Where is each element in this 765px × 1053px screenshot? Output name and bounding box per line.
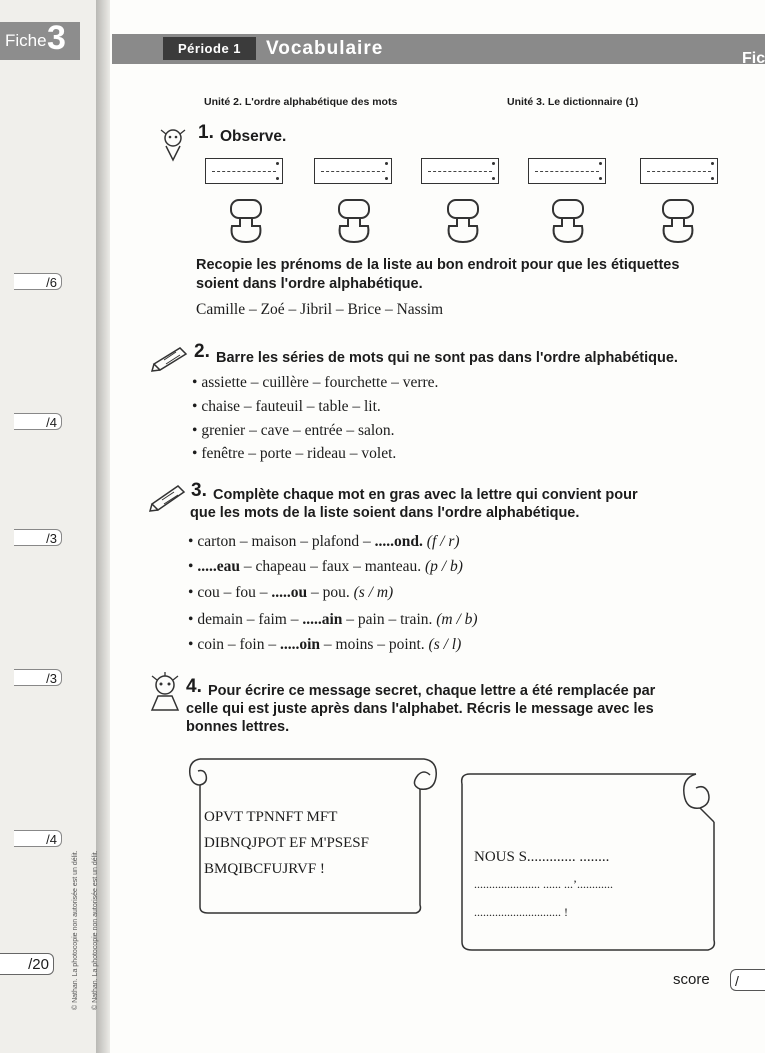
list-item: • cou – fou – .....ou – pou. (s / m) (188, 584, 394, 601)
ex1-instruction: Recopie les prénoms de la liste au bon endroit pour que les étiquettes (196, 257, 680, 273)
answer-scroll[interactable] (456, 770, 721, 952)
list-item: • assiette – cuillère – fourchette – verre. (192, 374, 439, 391)
fill-blank[interactable]: .....ou (271, 584, 308, 601)
ex4-number: 4. (186, 676, 202, 697)
copyright-note: © Nathan. La photocopie non autorisée est un délit. (72, 850, 79, 1010)
next-page-fragment: Fic (742, 50, 765, 67)
name-tag-icon (334, 198, 374, 246)
answer-line[interactable]: NOUS S............. ........ (474, 849, 610, 865)
character-icon (156, 126, 190, 162)
ex1-instruction: soient dans l'ordre alphabétique. (196, 276, 423, 292)
answer-line[interactable]: ...................... ...... ...’............ (474, 877, 613, 891)
copyright-note: © Nathan. La photocopie non autorisée est un délit. (92, 850, 99, 1010)
ex3-number: 3. (191, 480, 207, 501)
ex3-title: que les mots de la liste soient dans l'ordre alphabétique. (190, 505, 580, 521)
list-item: • chaise – fauteuil – table – lit. (192, 398, 381, 415)
name-label[interactable] (421, 158, 499, 184)
secret-line: BMQIBCFUJRVF ! (204, 861, 325, 877)
fill-blank[interactable]: .....ain (302, 611, 343, 628)
section-title: Vocabulaire (266, 38, 384, 59)
pencil-icon (150, 342, 190, 372)
list-item: • demain – faim – .....ain – pain – train. (m / b) (188, 611, 478, 628)
name-tag-icon (548, 198, 588, 246)
ex1-title: Observe. (220, 128, 287, 145)
ex4-title: bonnes lettres. (186, 719, 290, 735)
ex4-title: Pour écrire ce message secret, chaque lettre a été remplacée par (208, 683, 656, 699)
ex4-title: celle qui est juste après dans l'alphabet. Récris le message avec les (186, 701, 654, 717)
ex3-title: Complète chaque mot en gras avec la lettre qui convient pour (213, 487, 638, 503)
fill-blank[interactable]: .....ond. (374, 533, 423, 550)
list-item: • carton – maison – plafond – .....ond. (f / r) (188, 533, 460, 550)
fiche-tab (0, 19, 80, 60)
score-box[interactable]: / (730, 969, 765, 991)
answer-line[interactable]: ............................. ! (474, 905, 568, 919)
name-tag-icon (443, 198, 483, 246)
fill-blank[interactable]: .....oin (279, 636, 321, 653)
name-tag-icon (658, 198, 698, 246)
periode-badge: Période 1 (163, 37, 256, 60)
list-item: • fenêtre – porte – rideau – volet. (192, 445, 397, 462)
score-box-ex3[interactable]: /3 (14, 529, 62, 546)
name-label[interactable] (314, 158, 392, 184)
unit-left: Unité 2. L'ordre alphabétique des mots (204, 96, 398, 108)
name-label[interactable] (205, 158, 283, 184)
name-label[interactable] (640, 158, 718, 184)
unit-right: Unité 3. Le dictionnaire (1) (507, 96, 639, 108)
total-score-box[interactable]: /20 (0, 953, 54, 975)
ex1-name-list: Camille – Zoé – Jibril – Brice – Nassim (196, 301, 444, 318)
score-label: score (673, 971, 710, 988)
ex1-number: 1. (198, 122, 214, 143)
secret-message-scroll (186, 755, 440, 915)
left-margin (0, 0, 100, 1053)
name-label[interactable] (528, 158, 606, 184)
name-tag-icon (226, 198, 266, 246)
fiche-number: 3 (47, 19, 66, 57)
list-item: • grenier – cave – entrée – salon. (192, 422, 395, 439)
list-item: • .....eau – chapeau – faux – manteau. (p / b) (188, 558, 463, 575)
fiche-word: Fiche (5, 31, 47, 50)
score-box-ex2[interactable]: /4 (14, 413, 62, 430)
secret-line: DIBNQJPOT EF M'PSESF (204, 835, 369, 851)
score-box-ex1[interactable]: /6 (14, 273, 62, 290)
score-box-ex5[interactable]: /4 (14, 830, 62, 847)
character-icon (146, 672, 184, 712)
ex2-number: 2. (194, 341, 210, 362)
ex2-title: Barre les séries de mots qui ne sont pas dans l'ordre alphabétique. (216, 350, 678, 366)
fill-blank[interactable]: .....eau (197, 558, 240, 575)
score-box-ex4[interactable]: /3 (14, 669, 62, 686)
pencil-icon (148, 480, 188, 514)
secret-line: OPVT TPNNFT MFT (204, 809, 338, 825)
list-item: • coin – foin – .....oin – moins – point. (s / l) (188, 636, 462, 653)
